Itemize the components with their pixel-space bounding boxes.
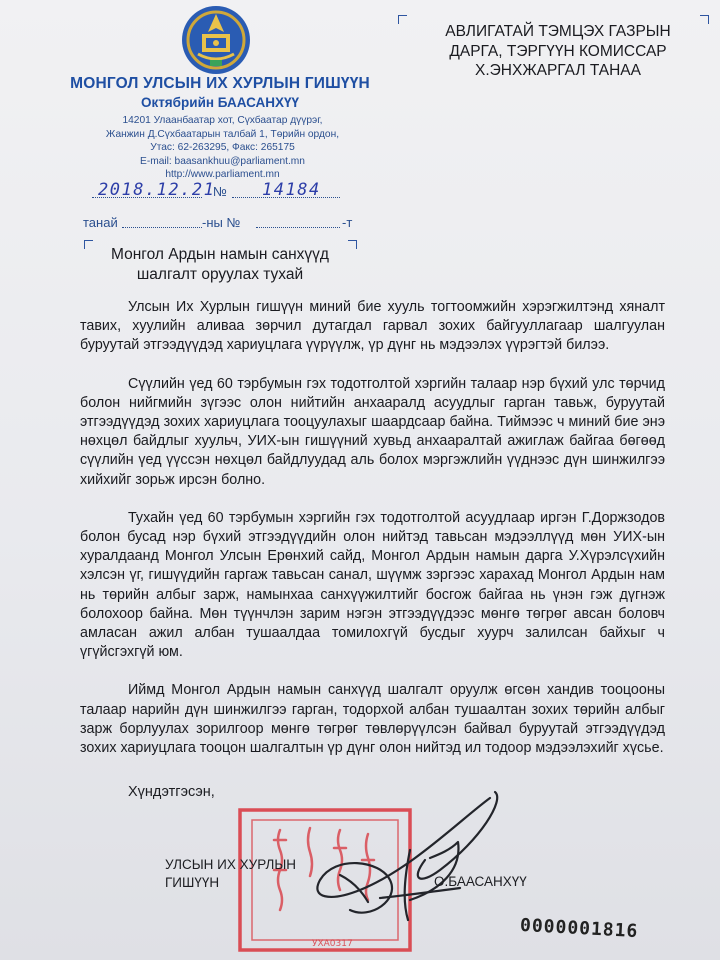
t-suffix: -т (342, 215, 353, 230)
address-line: 14201 Улаанбаатар хот, Сүхбаатар дүүрэг, (122, 115, 323, 126)
signer-title-line: ГИШҮҮН (165, 875, 220, 890)
handwritten-signature (290, 780, 530, 930)
document-serial-number: 0000001816 (519, 914, 639, 943)
letterhead-mp-name: Октябрийн БААСАНХҮҮ (140, 95, 300, 110)
addressee-line: Х.ЭНХЖАРГАЛ ТАНАА (475, 62, 641, 79)
address-website: http://www.parliament.mn (165, 169, 280, 181)
handwritten-date: 2018.12.21 (98, 180, 216, 200)
addressee-line: АВЛИГАТАЙ ТЭМЦЭХ ГАЗРЫН (445, 23, 671, 40)
addressee-block (408, 22, 708, 81)
ny-number-label: -ны № (202, 215, 241, 230)
tanai-dotted-line (122, 227, 202, 228)
tanai-number-dotted-line (256, 227, 340, 228)
tanai-label: танай (83, 215, 118, 230)
body-paragraph: Улсын Их Хурлын гишүүн миний бие хууль тогтоомжийн хэрэгжилтэнд хяналт тавих, хуулийн аливаа зөрчил дутагдал гарвал зохих байгууллагаар шалгуулан буруутай этгээдүүдэд хариуцлага үүрүүлж, үр дүнг нь мэдээлэх үүрэгтэй билээ. (80, 299, 665, 354)
body-paragraph: Иймд Монгол Ардын намын санхүүд шалгалт оруулж өгсөн хандив тооцооны талаар нарийн дүн шинжилгээ гарган, тодорхой албан тушаалтан зохих төрийн албыг зарж борлуулах зорилгоор мөнгө төгрөг төвлөрүүлсэн байвал буруутай этгээдүүдэд зохих хариуцлага тооцон шалгалтын үр дүнг олон нийтэд ил тодоор мэдээлэхийг хүсье. (80, 682, 665, 757)
signer-title (165, 856, 296, 892)
signer-name: О.БААСАНХҮҮ (434, 874, 527, 889)
addressee-line: ДАРГА, ТЭРГҮҮН КОМИССАР (449, 42, 667, 60)
number-sign: № (213, 184, 227, 199)
address-email: E-mail: baasankhuu@parliament.mn (140, 155, 305, 167)
body-paragraph: Сүүлийн үед 60 тэрбумын гэх тодотголтой хэргийн талаар нэр бүхий улс төрчид болон нийгмийн зүгээс олон нийтийн анхааралд асуудлыг гарган тавьж, буруутай этгээдүүдэд зохих хариуцлага тооцуулахыг шаардсаар байна. Тиймээс ч миний бие энэ нөхцөл байдлыг хуульч, УИХ-ын гишүүний хувьд анхааралтай ажиглаж байгаа бөгөөд сүүлийн үед үүссэн нөхцөл байдлуудад аль болох мэргэжлийн үүднээс дүн шинжилгээ хийхийг зорьж ирсэн болно. (80, 375, 665, 488)
subject-corner-mark (84, 240, 93, 249)
letterhead-title: МОНГОЛ УЛСЫН ИХ ХУРЛЫН ГИШҮҮН (70, 75, 370, 92)
closing-salutation: Хүндэтгэсэн, (128, 784, 215, 800)
subject-corner-mark (348, 240, 357, 249)
letterhead-address (90, 114, 355, 182)
subject-line: Монгол Ардын намын санхүүд (111, 246, 329, 263)
addressee-corner-mark (398, 15, 407, 24)
letter-subject (100, 245, 340, 284)
handwritten-number: 14184 (262, 180, 321, 200)
address-phone: Утас: 62-263295, Факс: 265175 (150, 142, 295, 154)
signer-title-line: УЛСЫН ИХ ХУРЛЫН (165, 857, 297, 872)
state-emblem-icon (176, 2, 256, 78)
body-paragraph: Тухайн үед 60 тэрбумын хэргийн гэх тодотголтой асуудлаар иргэн Г.Доржзодов болон бусад нэр бүхий этгээдүүдийн олон нийтэд тавьсан мэдээллүүд мөн УИХ-ын хуралдаанд Монгол Улсын Ерөнхий сайд, Монгол Ардын намын дарга У.Хүрэлсүхийн хэлсэн үг, гишүүдийн гаргаж тавьсан санал, шүүмж зэргээс харахад Монгол Ардын нам нь төрийн албыг зарж, намынхаа санхүүжилтийг босгож байгаа нь үнэн гэж дүгнэж болохоор байна. Мөн түүнчлэн зарим нэгэн этгээдүүдээс мөнгө төгрөг авсан боловч амласан ажил албан тушаалдаа томилохгүй бусдыг хуурч залилсан байхыг ч үгүйсгэхгүй юм. (80, 509, 665, 661)
address-line: Жанжин Д.Сүхбаатарын талбай 1, Төрийн ордон, (105, 128, 340, 140)
stamp-code: УХА0317 (312, 939, 353, 949)
subject-line: шалгалт оруулах тухай (136, 265, 304, 283)
letter-body (80, 298, 665, 777)
